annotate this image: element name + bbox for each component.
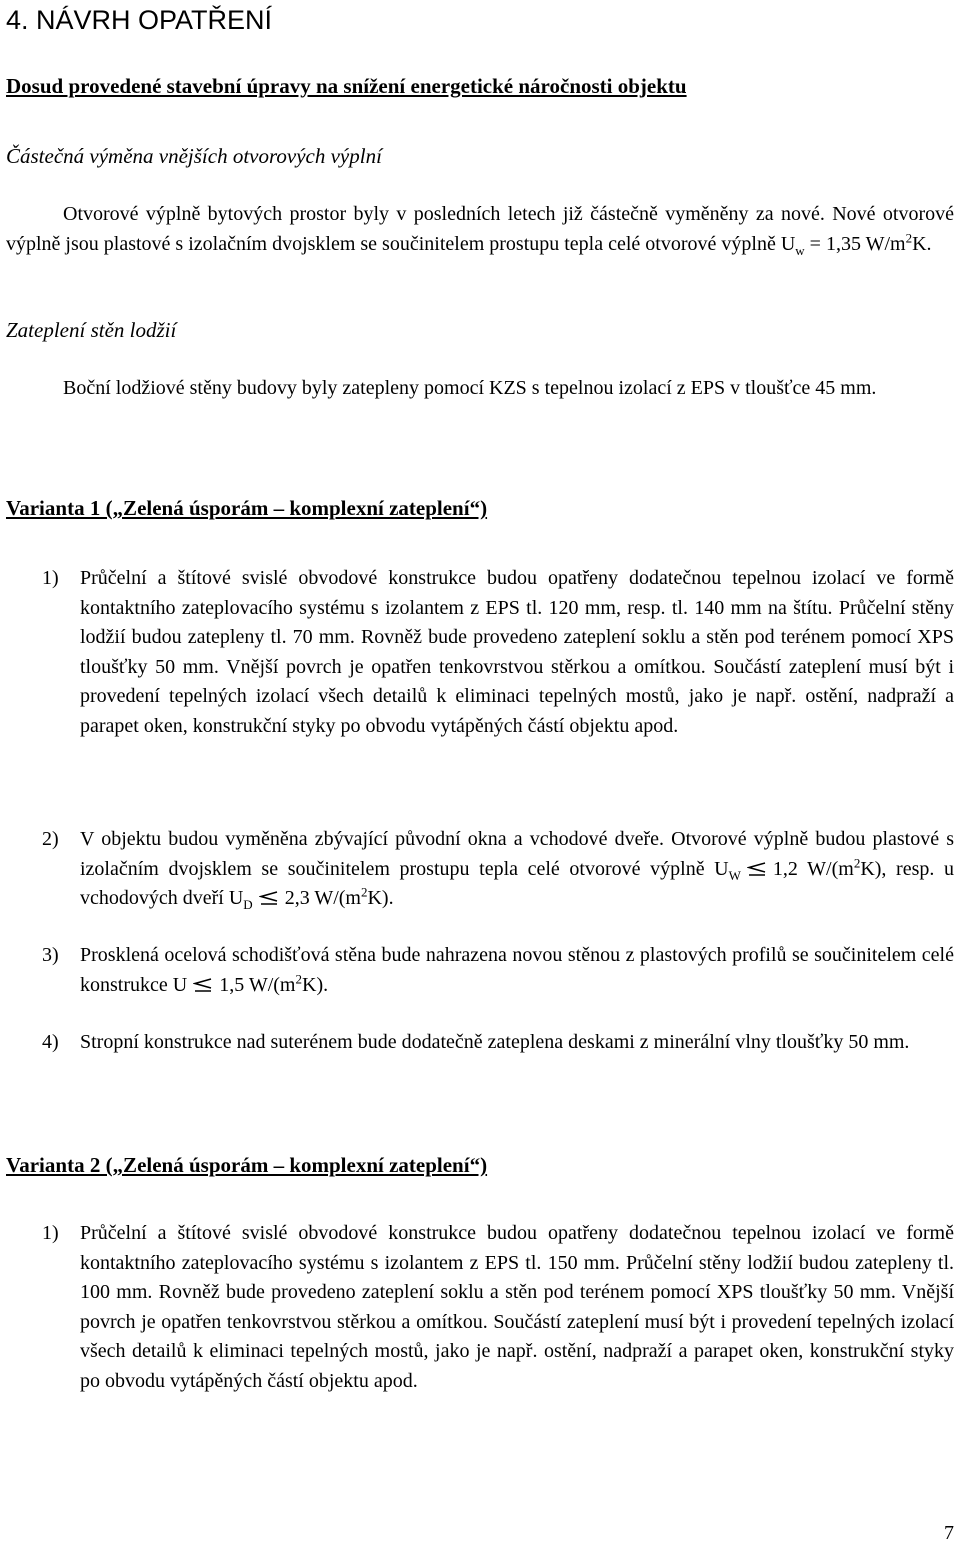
less-or-equal-icon [747,862,767,876]
less-or-equal-icon [193,978,213,992]
subsection-title-windows: Částečná výměna vnějších otvorových výplní [6,144,382,168]
less-or-equal-icon [259,891,279,905]
paragraph-windows: Otvorové výplně bytových prostor byly v posledních letech již částečně vyměněny za nové. Nové otvorové výplně jsou plastové s izolačním dvojsklem se součinitelem prostupu tepla celé otvorové výplně $U_w = 1,35$ $W/m^2K$. [6,203,954,258]
subsection-title-loggias: Zateplení stěn lodžií [6,318,177,342]
paragraph-loggias: Boční lodžiové stěny budovy byly zatepleny pomocí KZS s tepelnou izolací z EPS v tloušťce 45 mm. [63,377,877,399]
variant1-title: Varianta 1 („Zelená úsporám – komplexní zateplení“) [6,496,488,520]
variant2-item-1: 1) Průčelní a štítové svislé obvodové konstrukce budou opatřeny dodatečnou tepelnou izolací ve formě kontaktního zateplovacího systému s izolantem z EPS tl. 150 mm. Průčelní stěny lodžií budou zatepleny tl. 100 mm. Rovněž bude provedeno zateplení soklu a stěn pod terénem pomocí XPS tloušťky 50 mm. Vnější povrch je opatřen tenkovrstvou stěrkou a omítkou. Součástí zateplení musí být i provedení tepelných izolací všech detailů k eliminaci tepelných mostů, jako je např. ostění, nadpraží a parapet oken, konstrukční styky po obvodu vytápěných částí objektu apod. [42,1222,954,1392]
variant1-item-2: 2) V objektu budou vyměněna zbývající původní okna a vchodové dveře. Otvorové výplně budou plastové s izolačním dvojsklem se součinitelem prostupu tepla celé otvorové výplně $U_W$ 1,2 $W/(m^2K)$, resp. u vchodových dveří $U_D$ 2,3 $W/(m^2K)$. [42,828,954,912]
section-title: Dosud provedené stavební úpravy na snížení energetické náročnosti objektu [6,74,687,98]
variant1-item-3: 3) Prosklená ocelová schodišťová stěna bude nahrazena novou stěnou z plastových profilů se součinitelem celé konstrukce U 1,5 $W/(m^2K)$. [42,944,954,996]
variant2-title: Varianta 2 („Zelená úsporám – komplexní zateplení“) [6,1153,488,1177]
chapter-heading: 4. NÁVRH OPATŘENÍ [6,5,273,35]
variant1-item-1: 1) Průčelní a štítové svislé obvodové konstrukce budou opatřeny dodatečnou tepelnou izolací ve formě kontaktního zateplovacího systému s izolantem z EPS tl. 120 mm, resp. tl. 140 mm na štítu. Průčelní stěny lodžií budou zatepleny tl. 70 mm. Rovněž bude provedeno zateplení soklu a stěn pod terénem pomocí XPS tloušťky 50 mm. Vnější povrch je opatřen tenkovrstvou stěrkou a omítkou. Součástí zateplení musí být i provedení tepelných izolací všech detailů k eliminaci tepelných mostů, jako je např. ostění, nadpraží a parapet oken, konstrukční styky po obvodu vytápěných částí objektu apod. [42,567,954,737]
page-number: 7 [944,1522,954,1544]
variant1-item-4: 4) Stropní konstrukce nad suterénem bude dodatečně zateplena deskami z minerální vlny tloušťky 50 mm. [42,1031,910,1053]
